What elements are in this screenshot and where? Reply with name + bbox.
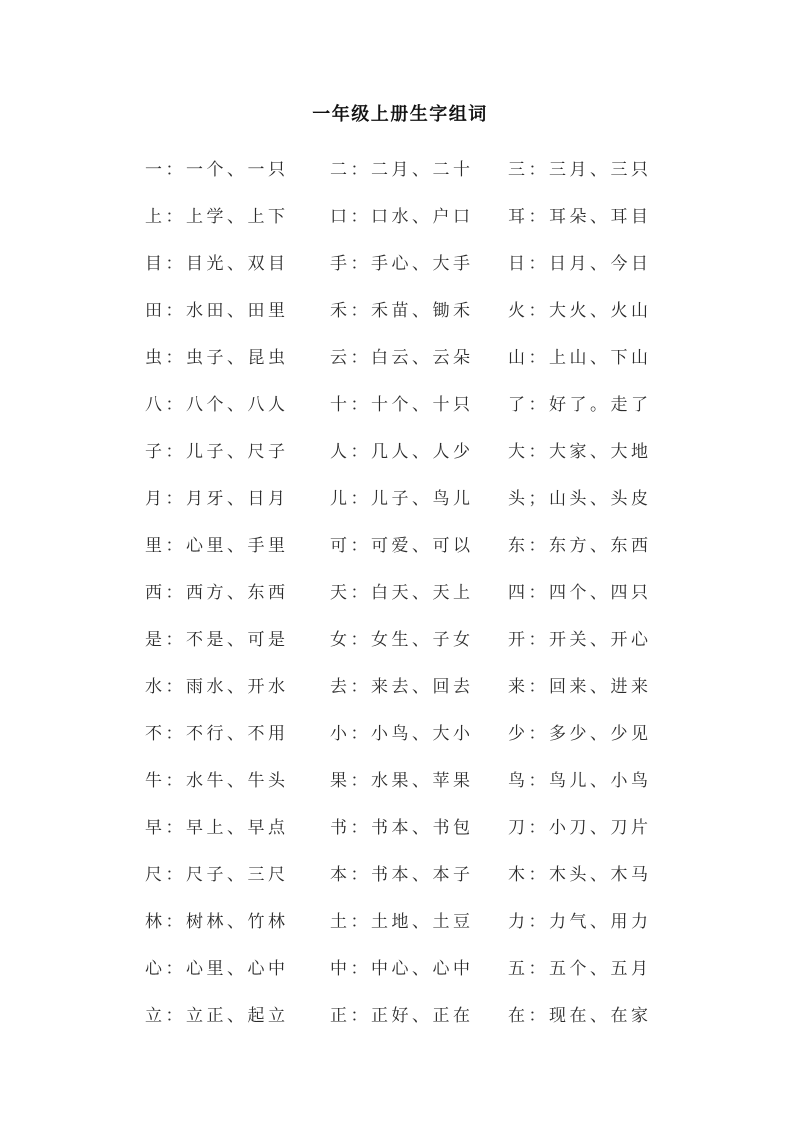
- word-entry: 子：儿子、尺子: [145, 442, 289, 461]
- word-entry: 在：现在、在家: [508, 1006, 652, 1025]
- vocab-row: [145, 144, 665, 191]
- word-entry: 早：早上、早点: [145, 818, 289, 837]
- word-entry: 刀：小刀、刀片: [508, 818, 652, 837]
- word-entry: 十：十个、十只: [330, 395, 474, 414]
- vocab-row: [145, 661, 665, 708]
- word-entry: 三：三月、三只: [508, 160, 652, 179]
- word-entry: 上：上学、上下: [145, 207, 289, 226]
- word-entry: 果：水果、苹果: [330, 771, 474, 790]
- word-entry: 头；山头、头皮: [508, 489, 652, 508]
- vocab-row: [145, 567, 665, 614]
- vocab-row: [145, 426, 665, 473]
- word-entry: 土：土地、土豆: [330, 912, 474, 931]
- word-entry: 虫：虫子、昆虫: [145, 348, 289, 367]
- word-entry: 东：东方、东西: [508, 536, 652, 555]
- word-entry: 手：手心、大手: [330, 254, 474, 273]
- vocab-row: [145, 473, 665, 520]
- word-entry: 立：立正、起立: [145, 1006, 289, 1025]
- word-entry: 心：心里、心中: [145, 959, 289, 978]
- vocab-row: [145, 332, 665, 379]
- page-title: 一年级上册生字组词: [312, 104, 488, 124]
- vocab-row: [145, 849, 665, 896]
- word-entry: 力：力气、用力: [508, 912, 652, 931]
- word-entry: 八：八个、八人: [145, 395, 289, 414]
- word-entry: 耳：耳朵、耳目: [508, 207, 652, 226]
- word-entry: 云：白云、云朵: [330, 348, 474, 367]
- vocab-row: [145, 708, 665, 755]
- word-entry: 本：书本、本子: [330, 865, 474, 884]
- word-entry: 天：白天、天上: [330, 583, 474, 602]
- word-entry: 尺：尺子、三尺: [145, 865, 289, 884]
- word-entry: 书：书本、书包: [330, 818, 474, 837]
- word-entry: 大：大家、大地: [508, 442, 652, 461]
- word-entry: 人：几人、人少: [330, 442, 474, 461]
- word-entry: 了：好了。走了: [508, 395, 652, 414]
- word-entry: 五：五个、五月: [508, 959, 652, 978]
- word-entry: 牛：水牛、牛头: [145, 771, 289, 790]
- word-entry: 不：不行、不用: [145, 724, 289, 743]
- word-entry: 目：目光、双目: [145, 254, 289, 273]
- word-entry: 去：来去、回去: [330, 677, 474, 696]
- vocab-row: [145, 755, 665, 802]
- word-entry: 小：小鸟、大小: [330, 724, 474, 743]
- vocab-row: [145, 802, 665, 849]
- vocab-row: [145, 379, 665, 426]
- vocab-row: [145, 943, 665, 990]
- word-entry: 田：水田、田里: [145, 301, 289, 320]
- word-entry: 一：一个、一只: [145, 160, 289, 179]
- word-entry: 开：开关、开心: [508, 630, 652, 649]
- word-entry: 月：月牙、日月: [145, 489, 289, 508]
- word-entry: 山：上山、下山: [508, 348, 652, 367]
- word-entry: 少：多少、少见: [508, 724, 652, 743]
- word-entry: 儿：儿子、鸟儿: [330, 489, 474, 508]
- word-entry: 来：回来、进来: [508, 677, 652, 696]
- vocab-row: [145, 520, 665, 567]
- word-entry: 禾：禾苗、锄禾: [330, 301, 474, 320]
- word-entry: 里：心里、手里: [145, 536, 289, 555]
- vocab-grid: [145, 144, 665, 1037]
- word-entry: 中：中心、心中: [330, 959, 474, 978]
- word-entry: 正：正好、正在: [330, 1006, 474, 1025]
- word-entry: 西：西方、东西: [145, 583, 289, 602]
- word-entry: 口：口水、户口: [330, 207, 474, 226]
- word-entry: 水：雨水、开水: [145, 677, 289, 696]
- vocab-row: [145, 238, 665, 285]
- word-entry: 二：二月、二十: [330, 160, 474, 179]
- vocab-row: [145, 896, 665, 943]
- word-entry: 火：大火、火山: [508, 301, 652, 320]
- word-entry: 鸟：鸟儿、小鸟: [508, 771, 652, 790]
- vocab-row: [145, 990, 665, 1037]
- word-entry: 木：木头、木马: [508, 865, 652, 884]
- vocab-row: [145, 614, 665, 661]
- vocab-row: [145, 285, 665, 332]
- word-entry: 林：树林、竹林: [145, 912, 289, 931]
- word-entry: 女：女生、子女: [330, 630, 474, 649]
- word-entry: 日：日月、今日: [508, 254, 652, 273]
- word-entry: 可：可爱、可以: [330, 536, 474, 555]
- word-entry: 是：不是、可是: [145, 630, 289, 649]
- word-entry: 四：四个、四只: [508, 583, 652, 602]
- vocab-row: [145, 191, 665, 238]
